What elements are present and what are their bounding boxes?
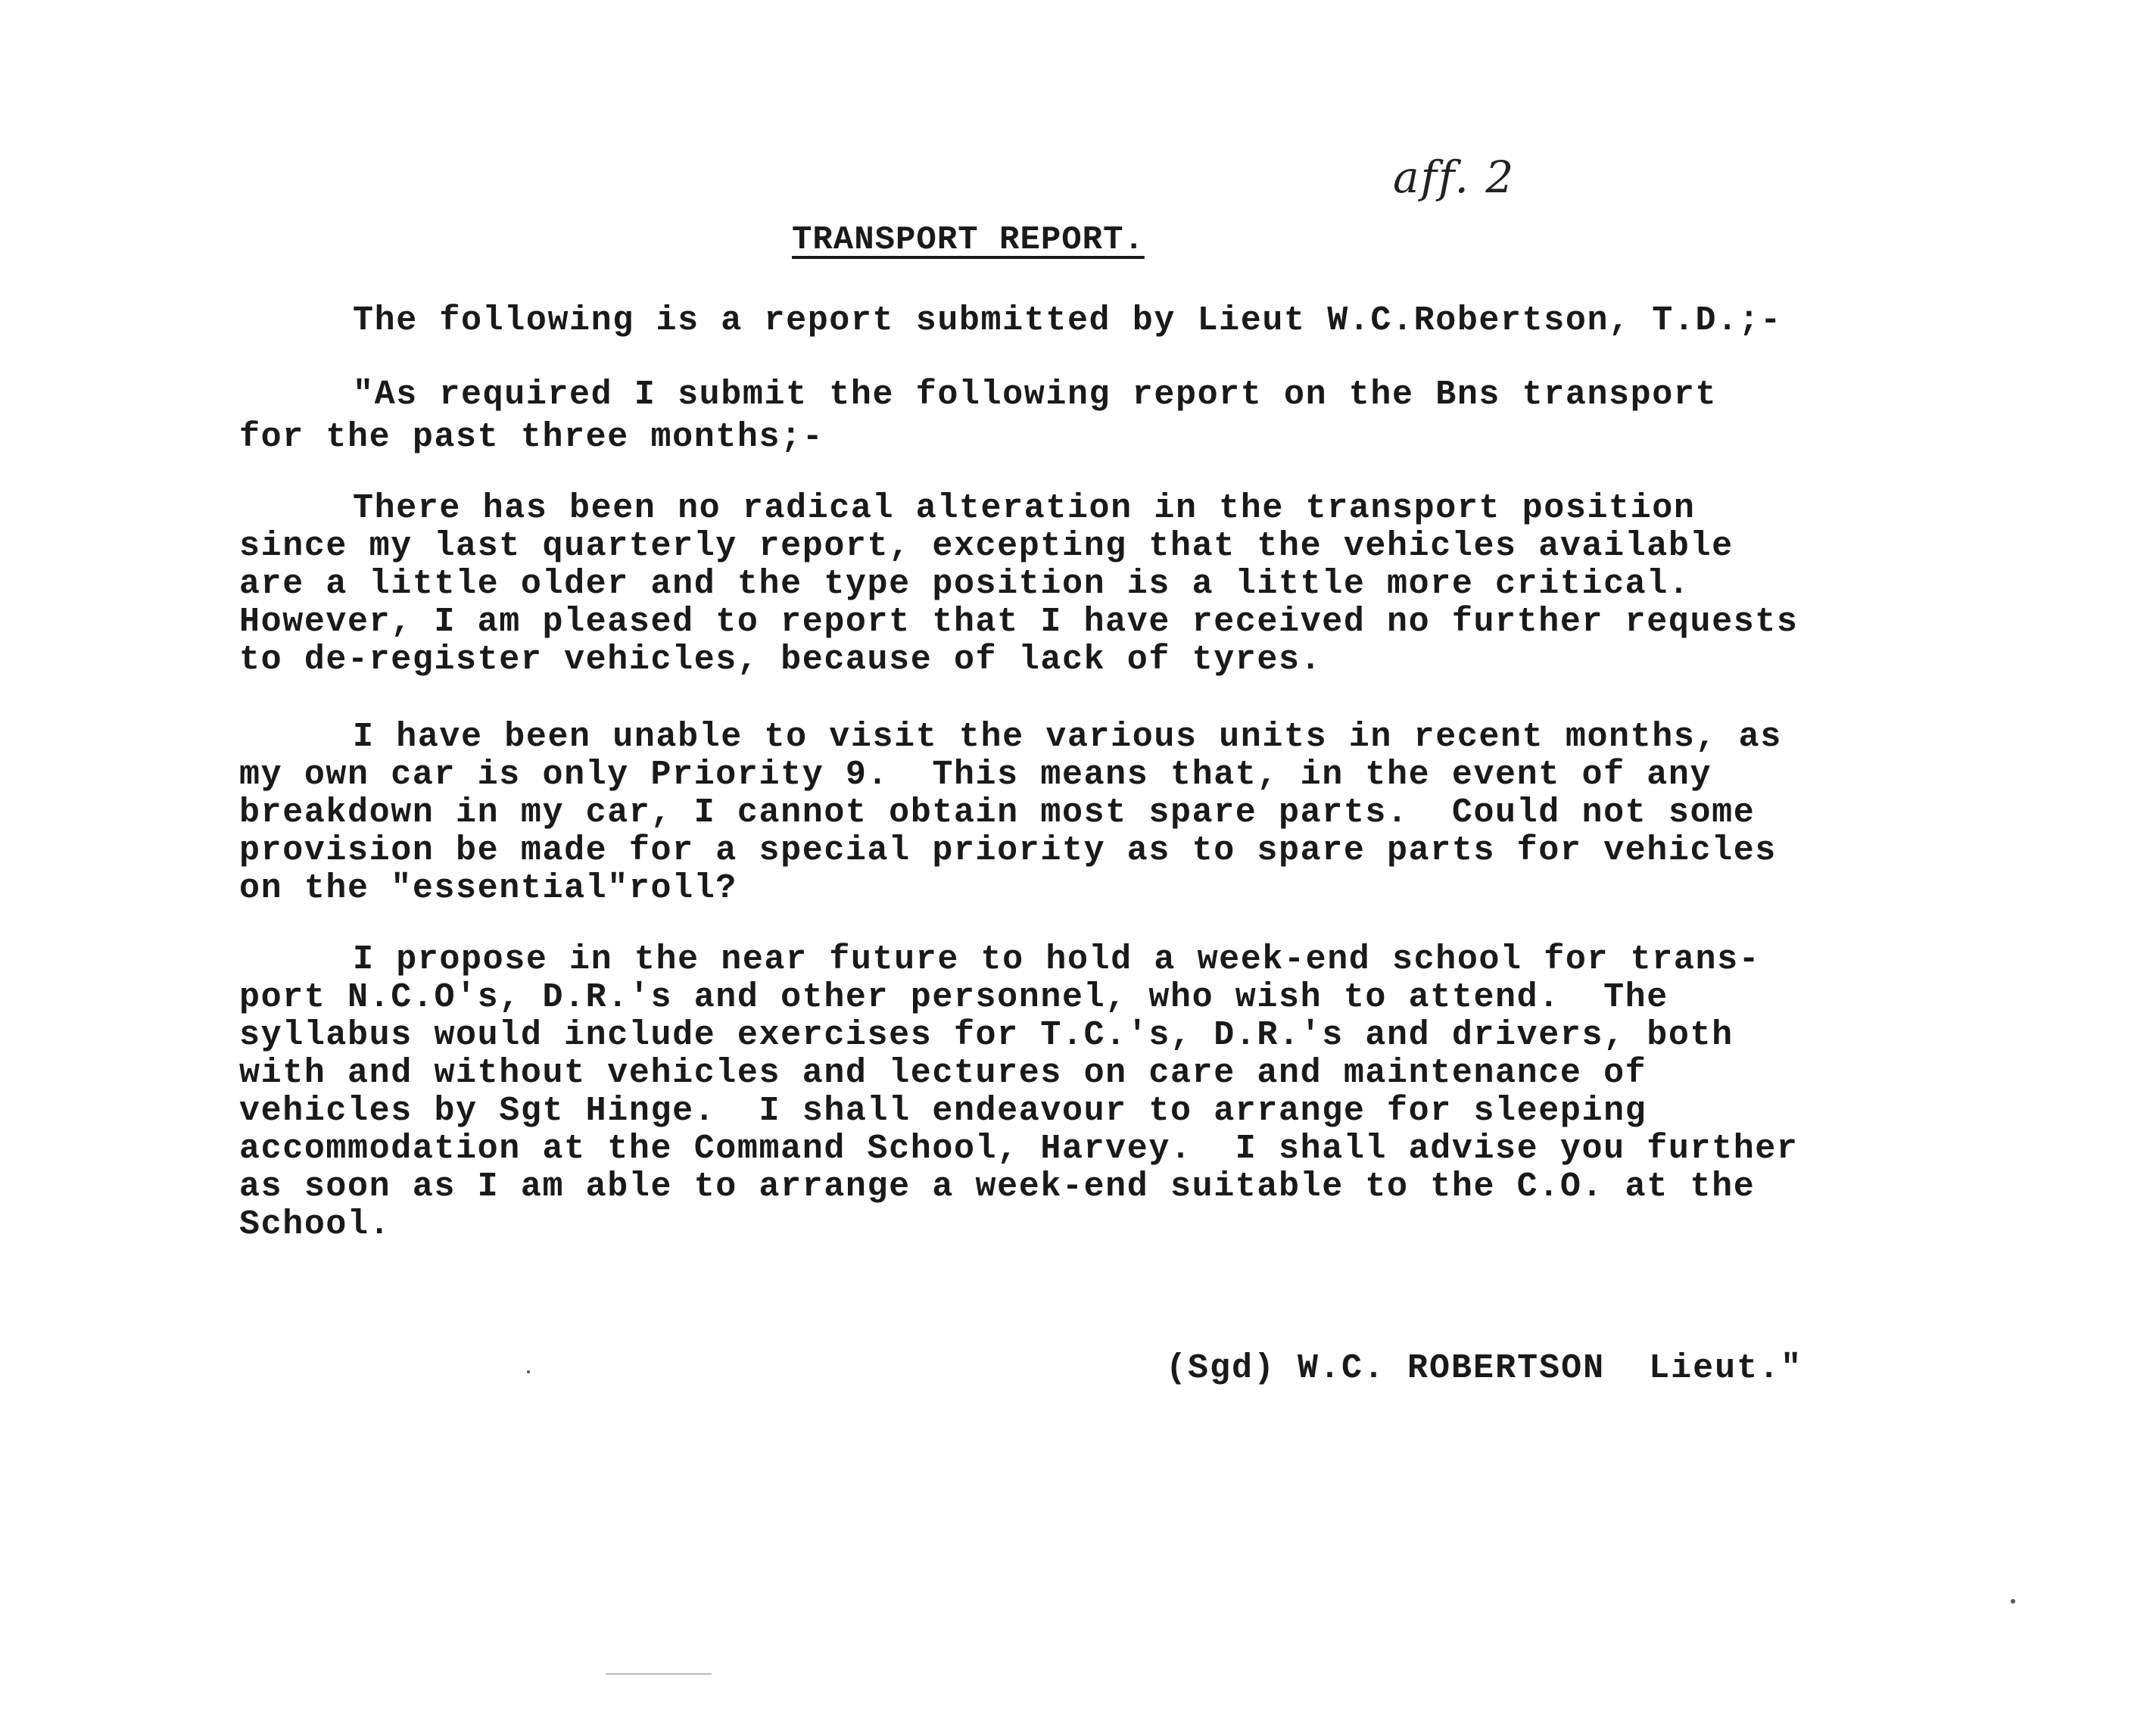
paragraph-4-line-7: as soon as I am able to arrange a week-end suitable to the C.O. at the — [239, 1167, 1756, 1206]
scan-speck — [606, 1673, 712, 1675]
paragraph-3-line-5: on the "essential"roll? — [239, 869, 737, 908]
paragraph-2-line-3: are a little older and the type position is a little more critical. — [239, 565, 1690, 603]
scan-speck — [527, 1370, 530, 1373]
paragraph-4-line-2: port N.C.O's, D.R.'s and other personnel, who wish to attend. The — [239, 978, 1668, 1017]
signature-line: (Sgd) W.C. ROBERTSON Lieut." — [1166, 1349, 1803, 1388]
paragraph-3-line-3: breakdown in my car, I cannot obtain most spare parts. Could not some — [239, 793, 1756, 832]
paragraph-4-line-3: syllabus would include exercises for T.C.'s, D.R.'s and drivers, both — [239, 1016, 1734, 1055]
handwritten-annotation: aff. 2 — [1393, 151, 1516, 203]
paragraph-3-line-2: my own car is only Priority 9. This means that, in the event of any — [239, 756, 1712, 794]
page-title: TRANSPORT REPORT. — [792, 221, 1145, 259]
paragraph-4-line-6: accommodation at the Command School, Harvey. I shall advise you further — [239, 1130, 1799, 1168]
scan-speck — [2011, 1599, 2015, 1604]
paragraph-1-line-1: "As required I submit the following report on the Bns transport — [353, 376, 1718, 414]
paragraph-3-line-4: provision be made for a special priority as to spare parts for vehicles — [239, 831, 1777, 870]
paragraph-4-line-1: I propose in the near future to hold a week-end school for trans- — [353, 940, 1761, 979]
paragraph-4-line-8: School. — [239, 1205, 391, 1244]
paragraph-4-line-5: vehicles by Sgt Hinge. I shall endeavour to arrange for sleeping — [239, 1092, 1647, 1130]
paragraph-1-line-2: for the past three months;- — [239, 418, 824, 457]
paragraph-2-line-1: There has been no radical alteration in the transport position — [353, 489, 1696, 528]
paragraph-2-line-2: since my last quarterly report, excepting that the vehicles available — [239, 527, 1734, 566]
paragraph-2-line-5: to de-register vehicles, because of lack of tyres. — [239, 640, 1323, 679]
paragraph-3-line-1: I have been unable to visit the various units in recent months, as — [353, 718, 1782, 756]
intro-line: The following is a report submitted by Lieut W.C.Robertson, T.D.;- — [353, 301, 1782, 340]
paragraph-4-line-4: with and without vehicles and lectures on care and maintenance of — [239, 1054, 1647, 1092]
paragraph-2-line-4: However, I am pleased to report that I have received no further requests — [239, 603, 1799, 641]
